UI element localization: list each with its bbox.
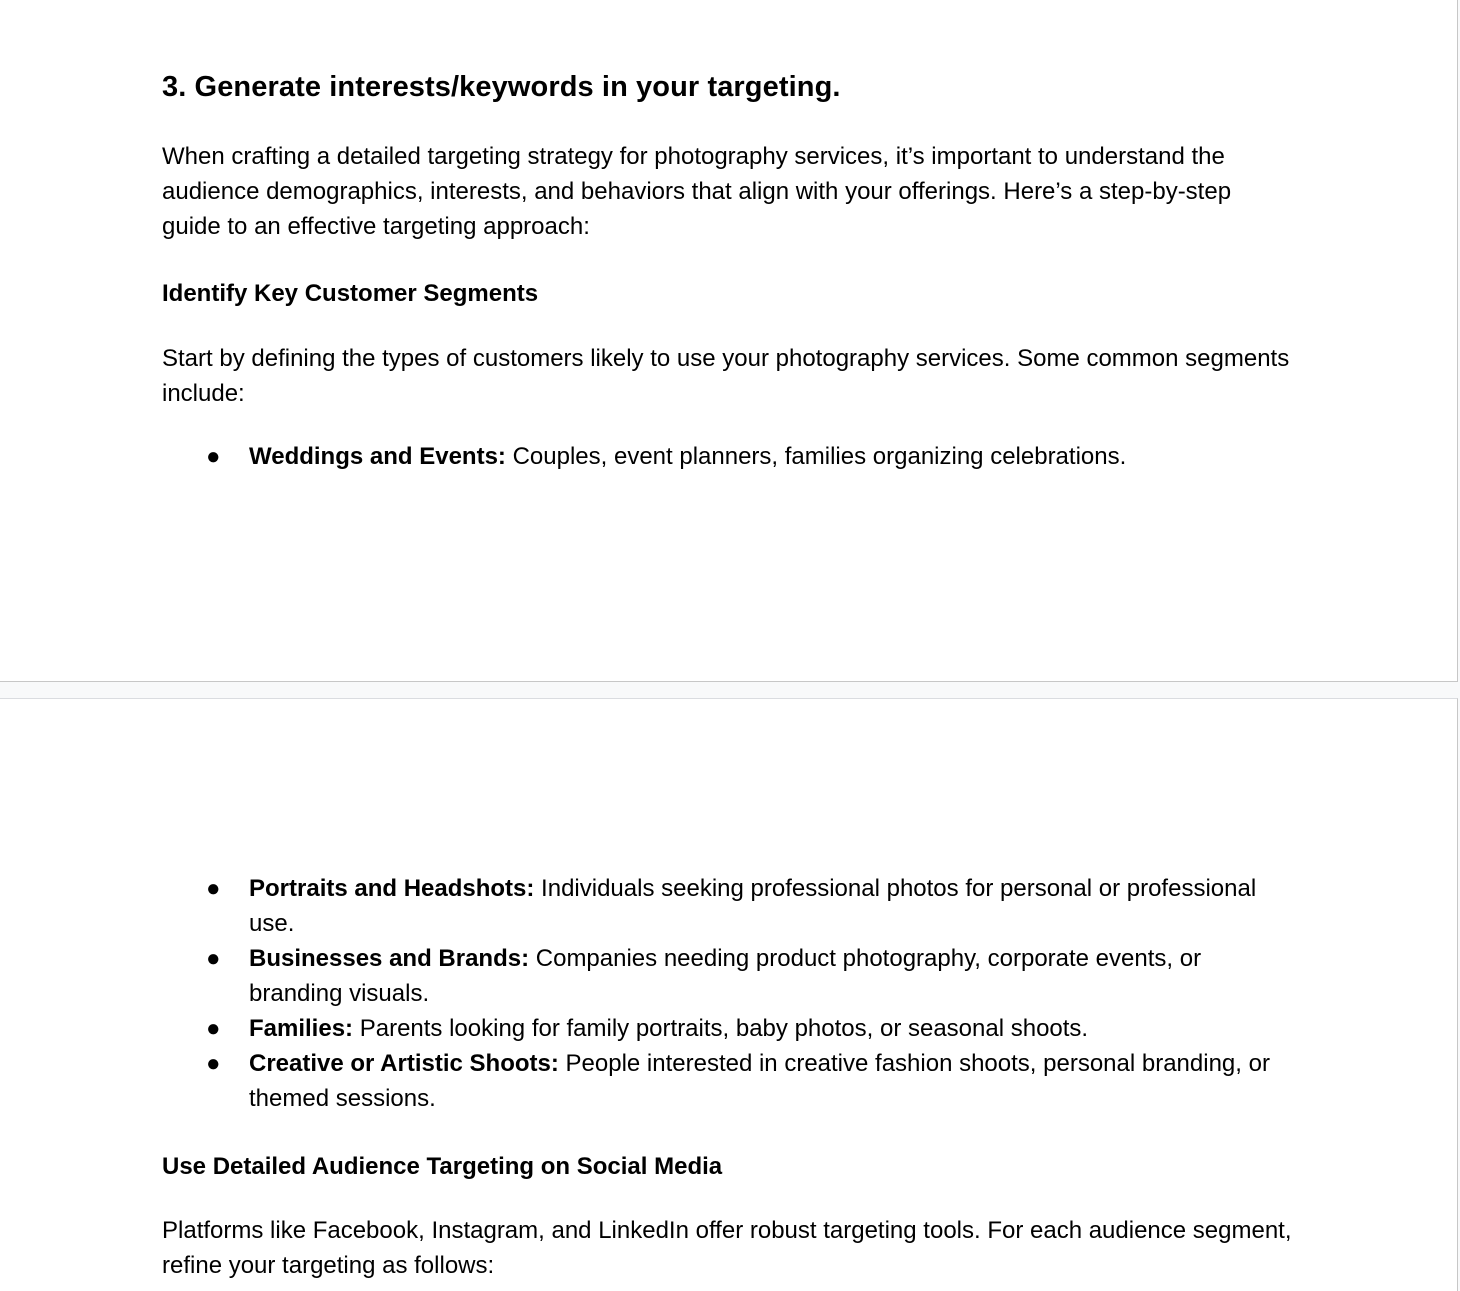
- page-2-content: [162, 871, 1292, 1283]
- list-item[interactable]: [162, 871, 1292, 941]
- list-item[interactable]: [162, 1046, 1292, 1116]
- list-item-text: Parents looking for family portraits, baby photos, or seasonal shoots.: [353, 1015, 1089, 1042]
- list-item-term: Families:: [249, 1015, 354, 1042]
- list-item-term: Businesses and Brands:: [249, 945, 530, 972]
- bullet-icon: ●: [206, 443, 221, 470]
- list-item[interactable]: [162, 439, 1292, 474]
- list-item-text: Individuals seeking professional photos for personal or professional use.: [249, 875, 1257, 937]
- segment-list-page-1: [162, 439, 1292, 474]
- list-item-term: Creative or Artistic Shoots:: [249, 1050, 559, 1077]
- subheading-social-media-targeting[interactable]: Use Detailed Audience Targeting on Social Media: [162, 1153, 723, 1180]
- section-heading[interactable]: 3. Generate interests/keywords in your targeting.: [162, 71, 841, 103]
- platforms-intro-paragraph[interactable]: Platforms like Facebook, Instagram, and LinkedIn offer robust targeting tools. For each audience segment, refine your targeting as follows:: [162, 1217, 1292, 1279]
- list-item-term: Portraits and Headshots:: [249, 875, 535, 902]
- bullet-icon: ●: [206, 1015, 221, 1042]
- list-item[interactable]: [162, 1011, 1292, 1046]
- bullet-icon: ●: [206, 945, 221, 972]
- list-item[interactable]: [162, 941, 1292, 1011]
- list-item-text: Companies needing product photography, corporate events, or branding visuals.: [249, 945, 1202, 1007]
- page-1-content: [162, 69, 1292, 474]
- intro-paragraph[interactable]: When crafting a detailed targeting strategy for photography services, it’s important to understand the audience demographics, interests, and behaviors that align with your offerings. Here’s a step-by-step guide to an effective targeting approach:: [162, 143, 1232, 240]
- list-item-term: Weddings and Events:: [249, 443, 506, 470]
- subheading-customer-segments[interactable]: Identify Key Customer Segments: [162, 280, 539, 307]
- segments-intro-paragraph[interactable]: Start by defining the types of customers likely to use your photography services. Some common segments include:: [162, 345, 1290, 407]
- segment-list-page-2: [162, 871, 1292, 1116]
- bullet-icon: ●: [206, 1050, 221, 1077]
- bullet-icon: ●: [206, 875, 221, 902]
- document-page-2: [0, 698, 1458, 1291]
- list-item-text: People interested in creative fashion shoots, personal branding, or themed sessions.: [249, 1050, 1270, 1112]
- list-item-text: Couples, event planners, families organizing celebrations.: [505, 443, 1127, 470]
